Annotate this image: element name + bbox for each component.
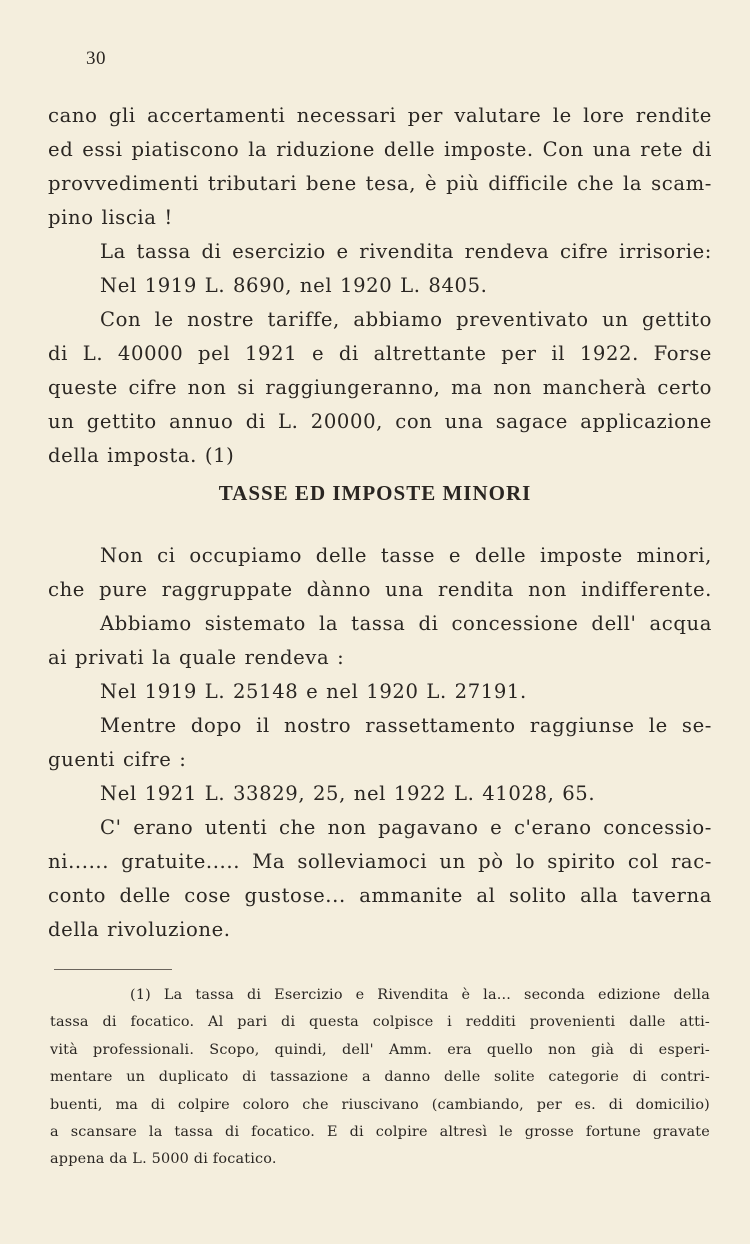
section-line: ni...... gratuite..... Ma solleviamoci un pò lo spirito col rac- <box>48 850 712 873</box>
section-line: Nel 1919 L. 25148 e nel 1920 L. 27191. <box>100 680 527 703</box>
footnote-line: tassa di focatico. Al pari di questa colpisce i redditi provenienti dalle atti- <box>50 1014 710 1031</box>
section-heading: TASSE ED IMPOSTE MINORI <box>218 481 532 505</box>
section-text <box>48 539 712 947</box>
body-line: Con le nostre tariffe, abbiamo preventivato un gettito <box>100 308 712 331</box>
footnote-line: appena da L. 5000 di focatico. <box>50 1151 277 1168</box>
footnote-line: buenti, ma di colpire coloro che riuscivano (cambiando, per es. di domicilio) <box>50 1096 710 1113</box>
section-line: Mentre dopo il nostro rassettamento raggiunse le se- <box>100 714 712 737</box>
section-line: ai privati la quale rendeva : <box>48 646 345 669</box>
section-line: della rivoluzione. <box>48 918 231 941</box>
footnote-line: a scansare la tassa di focatico. E di colpire altresì le grosse fortune gravate <box>50 1123 710 1140</box>
body-text <box>48 99 712 473</box>
body-line: provvedimenti tributari bene tesa, è più difficile che la scam- <box>48 172 712 195</box>
footnote-line: vità professionali. Scopo, quindi, dell' Amm. era quello non già di esperi- <box>50 1041 710 1058</box>
body-line: La tassa di esercizio e rivendita rendeva cifre irrisorie: <box>100 240 712 263</box>
section-line: Nel 1921 L. 33829, 25, nel 1922 L. 41028, 65. <box>100 782 596 805</box>
footnote <box>50 982 710 1174</box>
body-line: ed essi piatiscono la riduzione delle imposte. Con una rete di <box>48 138 712 161</box>
body-line: queste cifre non si raggiungeranno, ma non mancherà certo <box>48 376 712 399</box>
footnote-divider <box>54 969 172 970</box>
body-line: pino liscia ! <box>48 206 173 229</box>
body-line: cano gli accertamenti necessari per valutare le lore rendite <box>48 104 712 127</box>
section-line: Abbiamo sistemato la tassa di concessione dell' acqua <box>100 612 712 635</box>
body-line: della imposta. (1) <box>48 444 235 467</box>
body-line: un gettito annuo di L. 20000, con una sagace applicazione <box>48 410 712 433</box>
page-number: 30 <box>86 48 106 69</box>
section-line: guenti cifre : <box>48 748 187 771</box>
body-line: di L. 40000 pel 1921 e di altrettante per il 1922. Forse <box>48 342 712 365</box>
section-line: conto delle cose gustose... ammanite al solito alla taverna <box>48 884 712 907</box>
section-line: Non ci occupiamo delle tasse e delle imposte minori, <box>100 544 712 567</box>
footnote-line: (1) La tassa di Esercizio e Rivendita è la... seconda edizione della <box>130 987 710 1003</box>
section-line: che pure raggruppate dànno una rendita non indifferente. <box>48 578 712 601</box>
body-line: Nel 1919 L. 8690, nel 1920 L. 8405. <box>100 274 488 297</box>
section-line: C' erano utenti che non pagavano e c'erano concessio- <box>100 816 712 839</box>
footnote-line: mentare un duplicato di tassazione a danno delle solite categorie di contri- <box>50 1069 710 1086</box>
